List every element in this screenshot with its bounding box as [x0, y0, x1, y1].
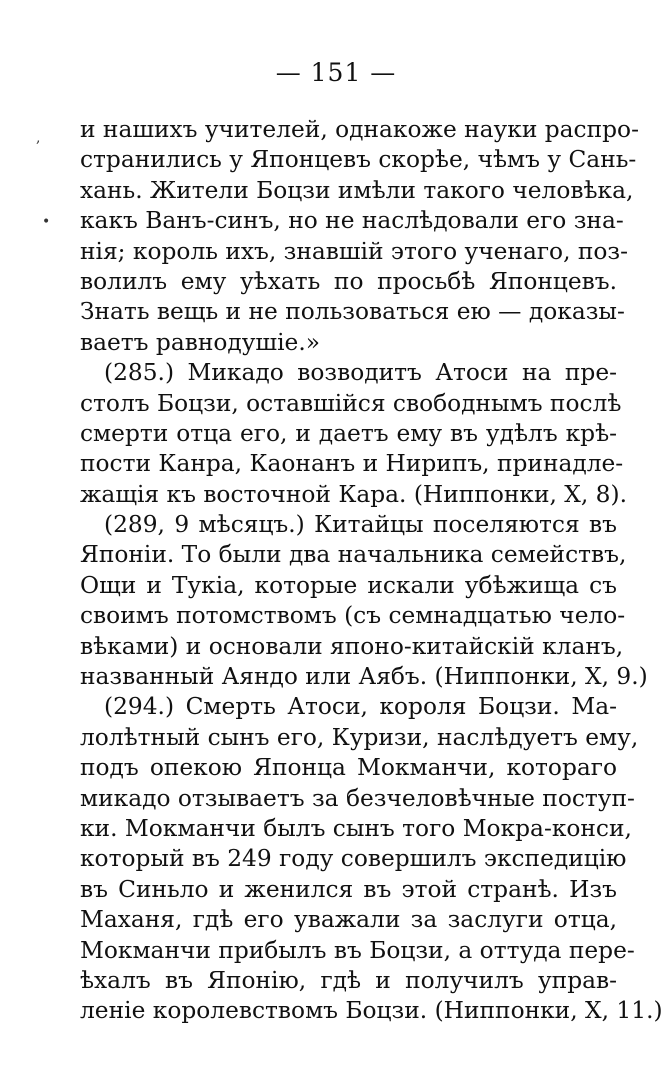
text-line: Маханя, гдѣ его уважали за заслуги отца,	[80, 906, 617, 934]
text-line: своимъ потомствомъ (съ семнадцатью чело-	[80, 602, 626, 630]
text-line: названный Аяндо или Аябъ. (Ниппонки, X, 9.)	[80, 663, 648, 691]
text-line: вѣками) и основали японо-китайскій кланъ,	[80, 632, 624, 660]
text-line: (289, 9 мѣсяцъ.) Китайцы поселяются въ	[104, 511, 617, 539]
text-line: Ощи и Тукіа, которые искали убѣжища съ	[80, 571, 617, 599]
text-line: ки. Мокманчи былъ сынъ того Мокра-конси,	[80, 814, 632, 842]
text-line: Японіи. То были два начальника семействъ,	[80, 541, 627, 569]
text-line: какъ Ванъ-синъ, но не наслѣдовали его зна-	[80, 207, 624, 235]
paragraph	[80, 692, 663, 1026]
text-line: Знать вещь и не пользоваться ею — доказы-	[80, 298, 625, 326]
paragraph	[80, 358, 627, 510]
text-line: и нашихъ учителей, однакоже науки распро-	[80, 116, 639, 143]
text-line: хань. Жители Боцзи имѣли такого человѣка,	[80, 176, 634, 204]
page-number: — 151 —	[275, 58, 397, 87]
text-line: странились у Японцевъ скорѣе, чѣмъ у Сань-	[80, 146, 637, 174]
text-line: подъ опекою Японца Мокманчи, котораго	[80, 754, 617, 782]
text-line: Мокманчи прибылъ въ Боцзи, а оттуда пере-	[80, 936, 635, 964]
text-line: столъ Боцзи, оставшійся свободнымъ послѣ	[80, 389, 622, 417]
text-line: который въ 249 году совершилъ экспедицію	[80, 845, 627, 873]
text-line: въ Синьло и женился въ этой странѣ. Изъ	[80, 875, 617, 903]
text-line: смерти отца его, и даетъ ему въ удѣлъ крѣ-	[80, 419, 617, 447]
text-line: леніе королевствомъ Боцзи. (Ниппонки, X, 11.)	[80, 997, 663, 1025]
text-line: микадо отзываетъ за безчеловѣчные поступ-	[80, 784, 635, 812]
text-line: волилъ ему уѣхать по просьбѣ Японцевъ.	[80, 267, 617, 295]
text-line: нія; король ихъ, знавшій этого ученаго, поз-	[80, 237, 629, 265]
text-line: (294.) Смерть Атоси, короля Боцзи. Ма-	[104, 693, 617, 721]
text-line: (285.) Микадо возводитъ Атоси на пре-	[104, 359, 617, 387]
text-line: лолѣтный сынъ его, Куризи, наслѣдуетъ ему,	[80, 723, 639, 751]
paragraph	[80, 115, 639, 358]
text-line: ѣхалъ въ Японію, гдѣ и получилъ управ-	[80, 966, 617, 994]
margin-mark: ,	[36, 130, 41, 146]
text-line: ваетъ равнодушіе.»	[80, 328, 320, 356]
margin-mark: •	[42, 214, 51, 230]
paragraph	[80, 510, 648, 692]
text-line: жащія къ восточной Кара. (Ниппонки, X, 8).	[80, 480, 627, 508]
text-line: пости Канра, Каонанъ и Нирипъ, принадле-	[80, 450, 624, 478]
body-text	[80, 115, 663, 1027]
